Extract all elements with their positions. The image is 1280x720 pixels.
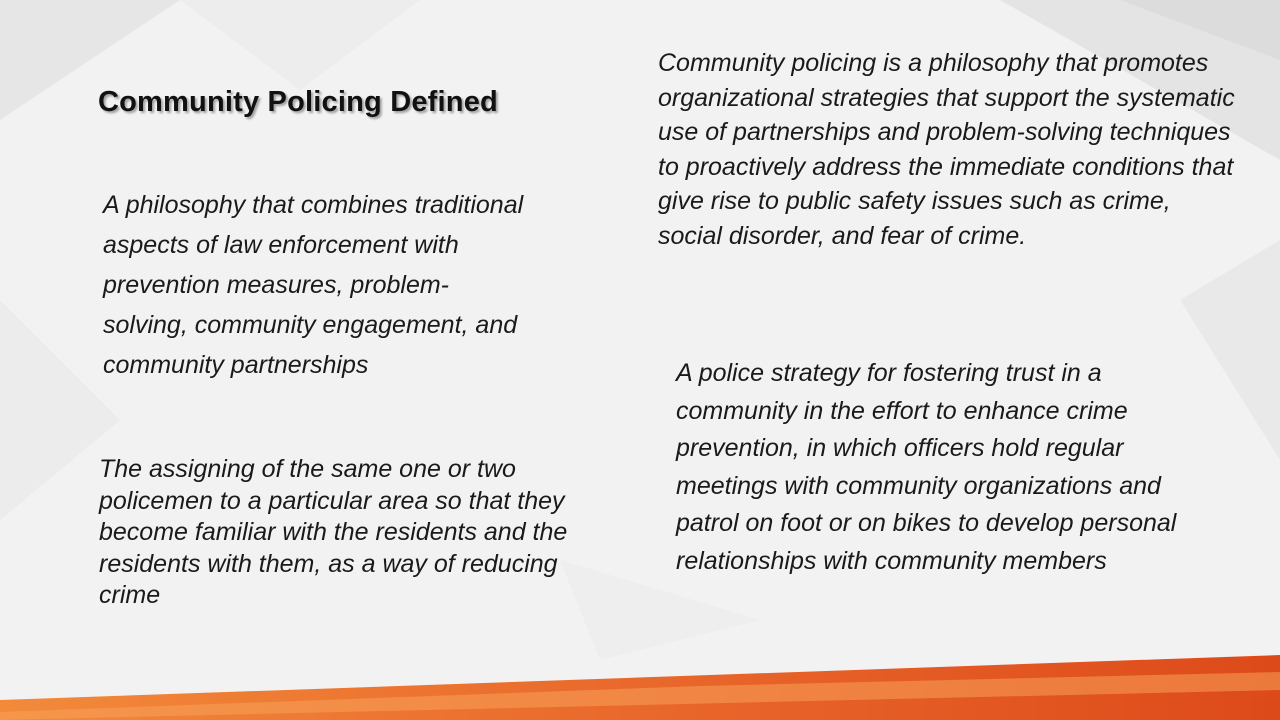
definition-philosophy-combines: A philosophy that combines traditional aspects of law enforcement with prevention measures, problem-solving, community engagement, and community partnerships [103, 191, 524, 379]
definition-assigning-policemen: The assigning of the same one or two policemen to a particular area so that they become familiar with the residents and the residents with them, as a way of reducing crime [99, 455, 568, 609]
facet-shape [180, 0, 420, 90]
definition-organizational-strategies: Community policing is a philosophy that promotes organizational strategies that support the systematic use of partnerships and problem-solving techniques to proactively address the immediate conditions that give rise to public safety issues such as crime, social disorder, and fear of crime. [658, 49, 1235, 250]
definition-police-strategy-trust: A police strategy for fostering trust in a community in the effort to enhance crime prevention, in which officers hold regular meetings with community organizations and patrol on foot or on bikes to develop personal relationships with community members [676, 359, 1177, 575]
slide-title: Community Policing Defined [98, 86, 498, 118]
